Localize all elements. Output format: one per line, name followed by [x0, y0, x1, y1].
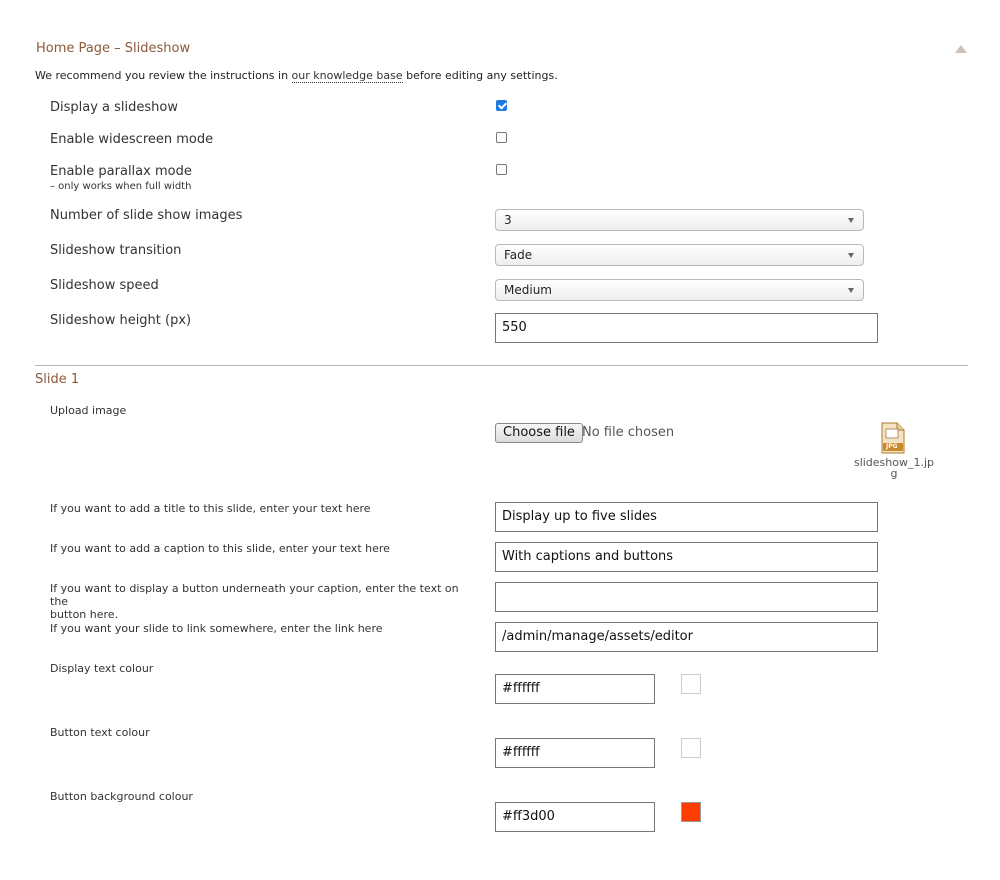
knowledge-base-link[interactable]: our knowledge base [291, 69, 403, 82]
transition-value: Fade [504, 248, 533, 262]
link-label: If you want your slide to link somewhere, enter the link here [50, 622, 383, 635]
slide-title-input[interactable]: Display up to five slides [495, 502, 878, 532]
widescreen-checkbox[interactable] [496, 132, 507, 143]
thumbnail-filename-line2: g [890, 467, 898, 480]
button-text-colour-input[interactable]: #ffffff [495, 738, 655, 768]
intro-text-before: We recommend you review the instructions in [35, 69, 292, 82]
text-colour-label: Display text colour [50, 662, 154, 675]
transition-select[interactable] [495, 244, 864, 266]
height-input[interactable]: 550 [495, 313, 878, 343]
button-bg-colour-input[interactable]: #ff3d00 [495, 802, 655, 832]
choose-file-button[interactable]: Choose file [495, 423, 583, 443]
chevron-down-icon [848, 253, 854, 258]
widescreen-label: Enable widescreen mode [50, 132, 214, 147]
display-slideshow-label: Display a slideshow [50, 100, 178, 115]
button-bg-colour-swatch[interactable] [681, 802, 701, 822]
parallax-sublabel: – only works when full width [50, 181, 192, 192]
intro-text [35, 69, 558, 82]
file-status: No file chosen [582, 425, 675, 440]
chevron-down-icon [848, 218, 854, 223]
chevron-down-icon [848, 288, 854, 293]
parallax-label: Enable parallax mode [50, 164, 192, 179]
upload-image-label: Upload image [50, 404, 127, 417]
thumbnail-filename-line1: slideshow_1.jp [853, 456, 935, 469]
speed-value: Medium [504, 283, 552, 297]
button-text-label-line1: If you want to display a button underneath your caption, enter the text on the [50, 582, 459, 608]
height-label: Slideshow height (px) [50, 313, 192, 328]
speed-label: Slideshow speed [50, 278, 159, 293]
collapse-triangle-icon[interactable] [955, 45, 967, 53]
caption-label: If you want to add a caption to this slide, enter your text here [50, 542, 390, 555]
parallax-checkbox[interactable] [496, 164, 507, 175]
display-slideshow-checkbox[interactable] [496, 100, 507, 111]
link-input[interactable]: /admin/manage/assets/editor [495, 622, 878, 652]
transition-label: Slideshow transition [50, 243, 182, 258]
intro-text-after: before editing any settings. [402, 69, 558, 82]
button-text-label [50, 582, 480, 621]
slide-title-label: If you want to add a title to this slide, enter your text here [50, 502, 371, 515]
slide-1-title: Slide 1 [35, 372, 80, 387]
button-text-label-line2: button here. [50, 608, 119, 621]
text-colour-swatch[interactable] [681, 674, 701, 694]
text-colour-input[interactable]: #ffffff [495, 674, 655, 704]
button-text-colour-label: Button text colour [50, 726, 150, 739]
button-text-input[interactable] [495, 582, 878, 612]
thumbnail-filename [853, 457, 935, 479]
button-bg-colour-label: Button background colour [50, 790, 193, 803]
caption-input[interactable]: With captions and buttons [495, 542, 878, 572]
num-images-label: Number of slide show images [50, 208, 243, 223]
section-title: Home Page – Slideshow [36, 41, 191, 56]
section-divider [35, 365, 968, 366]
jpg-badge: JPG [886, 443, 898, 450]
num-images-value: 3 [504, 213, 512, 227]
jpg-file-icon[interactable] [880, 422, 906, 454]
speed-select[interactable] [495, 279, 864, 301]
button-text-colour-swatch[interactable] [681, 738, 701, 758]
num-images-select[interactable] [495, 209, 864, 231]
